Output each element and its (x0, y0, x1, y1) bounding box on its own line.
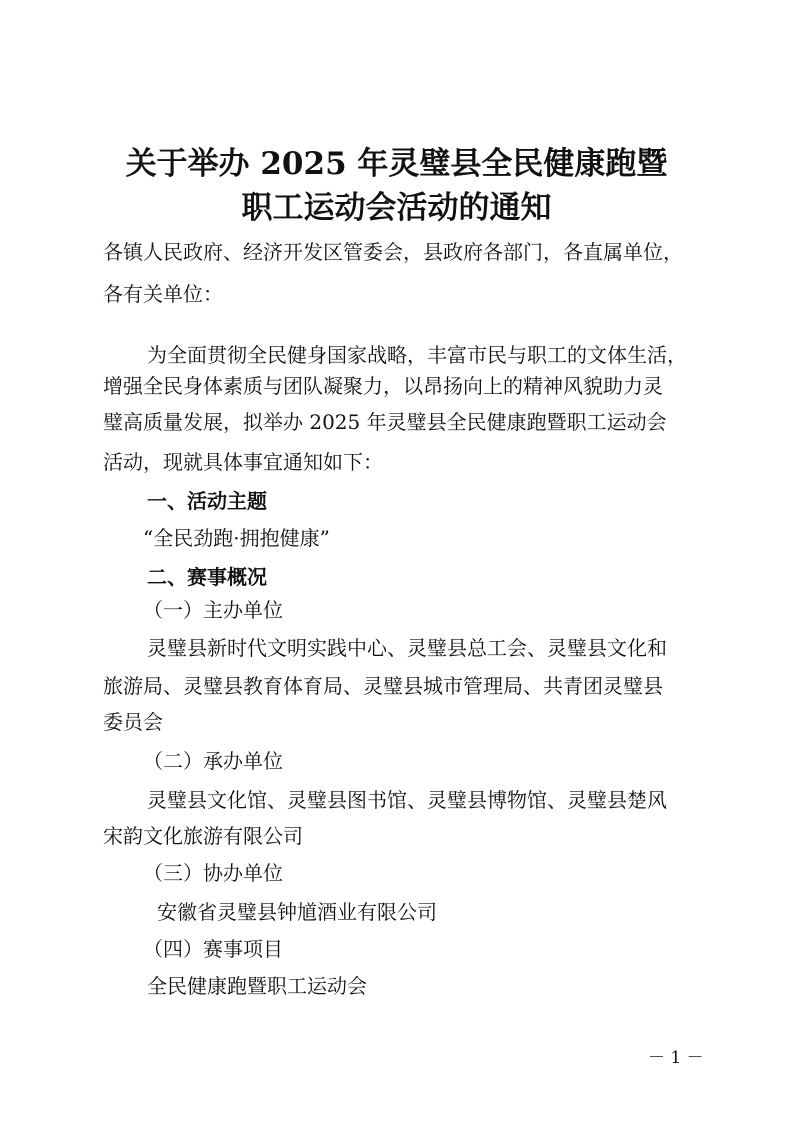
subheading-undertaker: （二）承办单位 (143, 749, 283, 773)
document-title-line-2: 职工运动会活动的通知 (241, 190, 552, 226)
section-heading-theme: 一、活动主题 (147, 489, 267, 513)
intro-paragraph-line-4: 活动，现就具体事宜通知如下： (103, 450, 383, 474)
addressee-line-2: 各有关单位： (103, 282, 223, 306)
addressee-line-1: 各镇人民政府、经济开发区管委会，县政府各部门，各直属单位， (103, 240, 683, 264)
page-number: － 1 － (648, 1048, 704, 1068)
undertaker-line-2: 宋韵文化旅游有限公司 (103, 824, 303, 848)
co-organizer-line: 安徽省灵璧县钟馗酒业有限公司 (157, 900, 437, 924)
intro-paragraph-line-2: 增强全民身体素质与团队凝聚力，以昂扬向上的精神风貌助力灵 (103, 374, 663, 398)
intro-paragraph-line-1: 为全面贯彻全民健身国家战略，丰富市民与职工的文体生活， (147, 343, 687, 367)
subheading-events: （四）赛事项目 (143, 937, 283, 961)
organizer-line-3: 委员会 (103, 710, 163, 734)
intro-paragraph-line-3: 璧高质量发展，拟举办 2025 年灵璧县全民健康跑暨职工运动会 (103, 410, 667, 434)
undertaker-line-1: 灵璧县文化馆、灵璧县图书馆、灵璧县博物馆、灵璧县楚风 (147, 788, 667, 812)
activity-theme-text: “全民劲跑·拥抱健康” (143, 526, 330, 550)
section-heading-overview: 二、赛事概况 (147, 565, 267, 589)
document-title-line-1: 关于举办 2025 年灵璧县全民健康跑暨 (125, 146, 668, 182)
subheading-organizer: （一）主办单位 (143, 598, 283, 622)
subheading-co-organizer: （三）协办单位 (143, 861, 283, 885)
organizer-line-1: 灵璧县新时代文明实践中心、灵璧县总工会、灵璧县文化和 (147, 636, 667, 660)
organizer-line-2: 旅游局、灵璧县教育体育局、灵璧县城市管理局、共青团灵璧县 (103, 674, 663, 698)
events-line: 全民健康跑暨职工运动会 (147, 974, 367, 998)
